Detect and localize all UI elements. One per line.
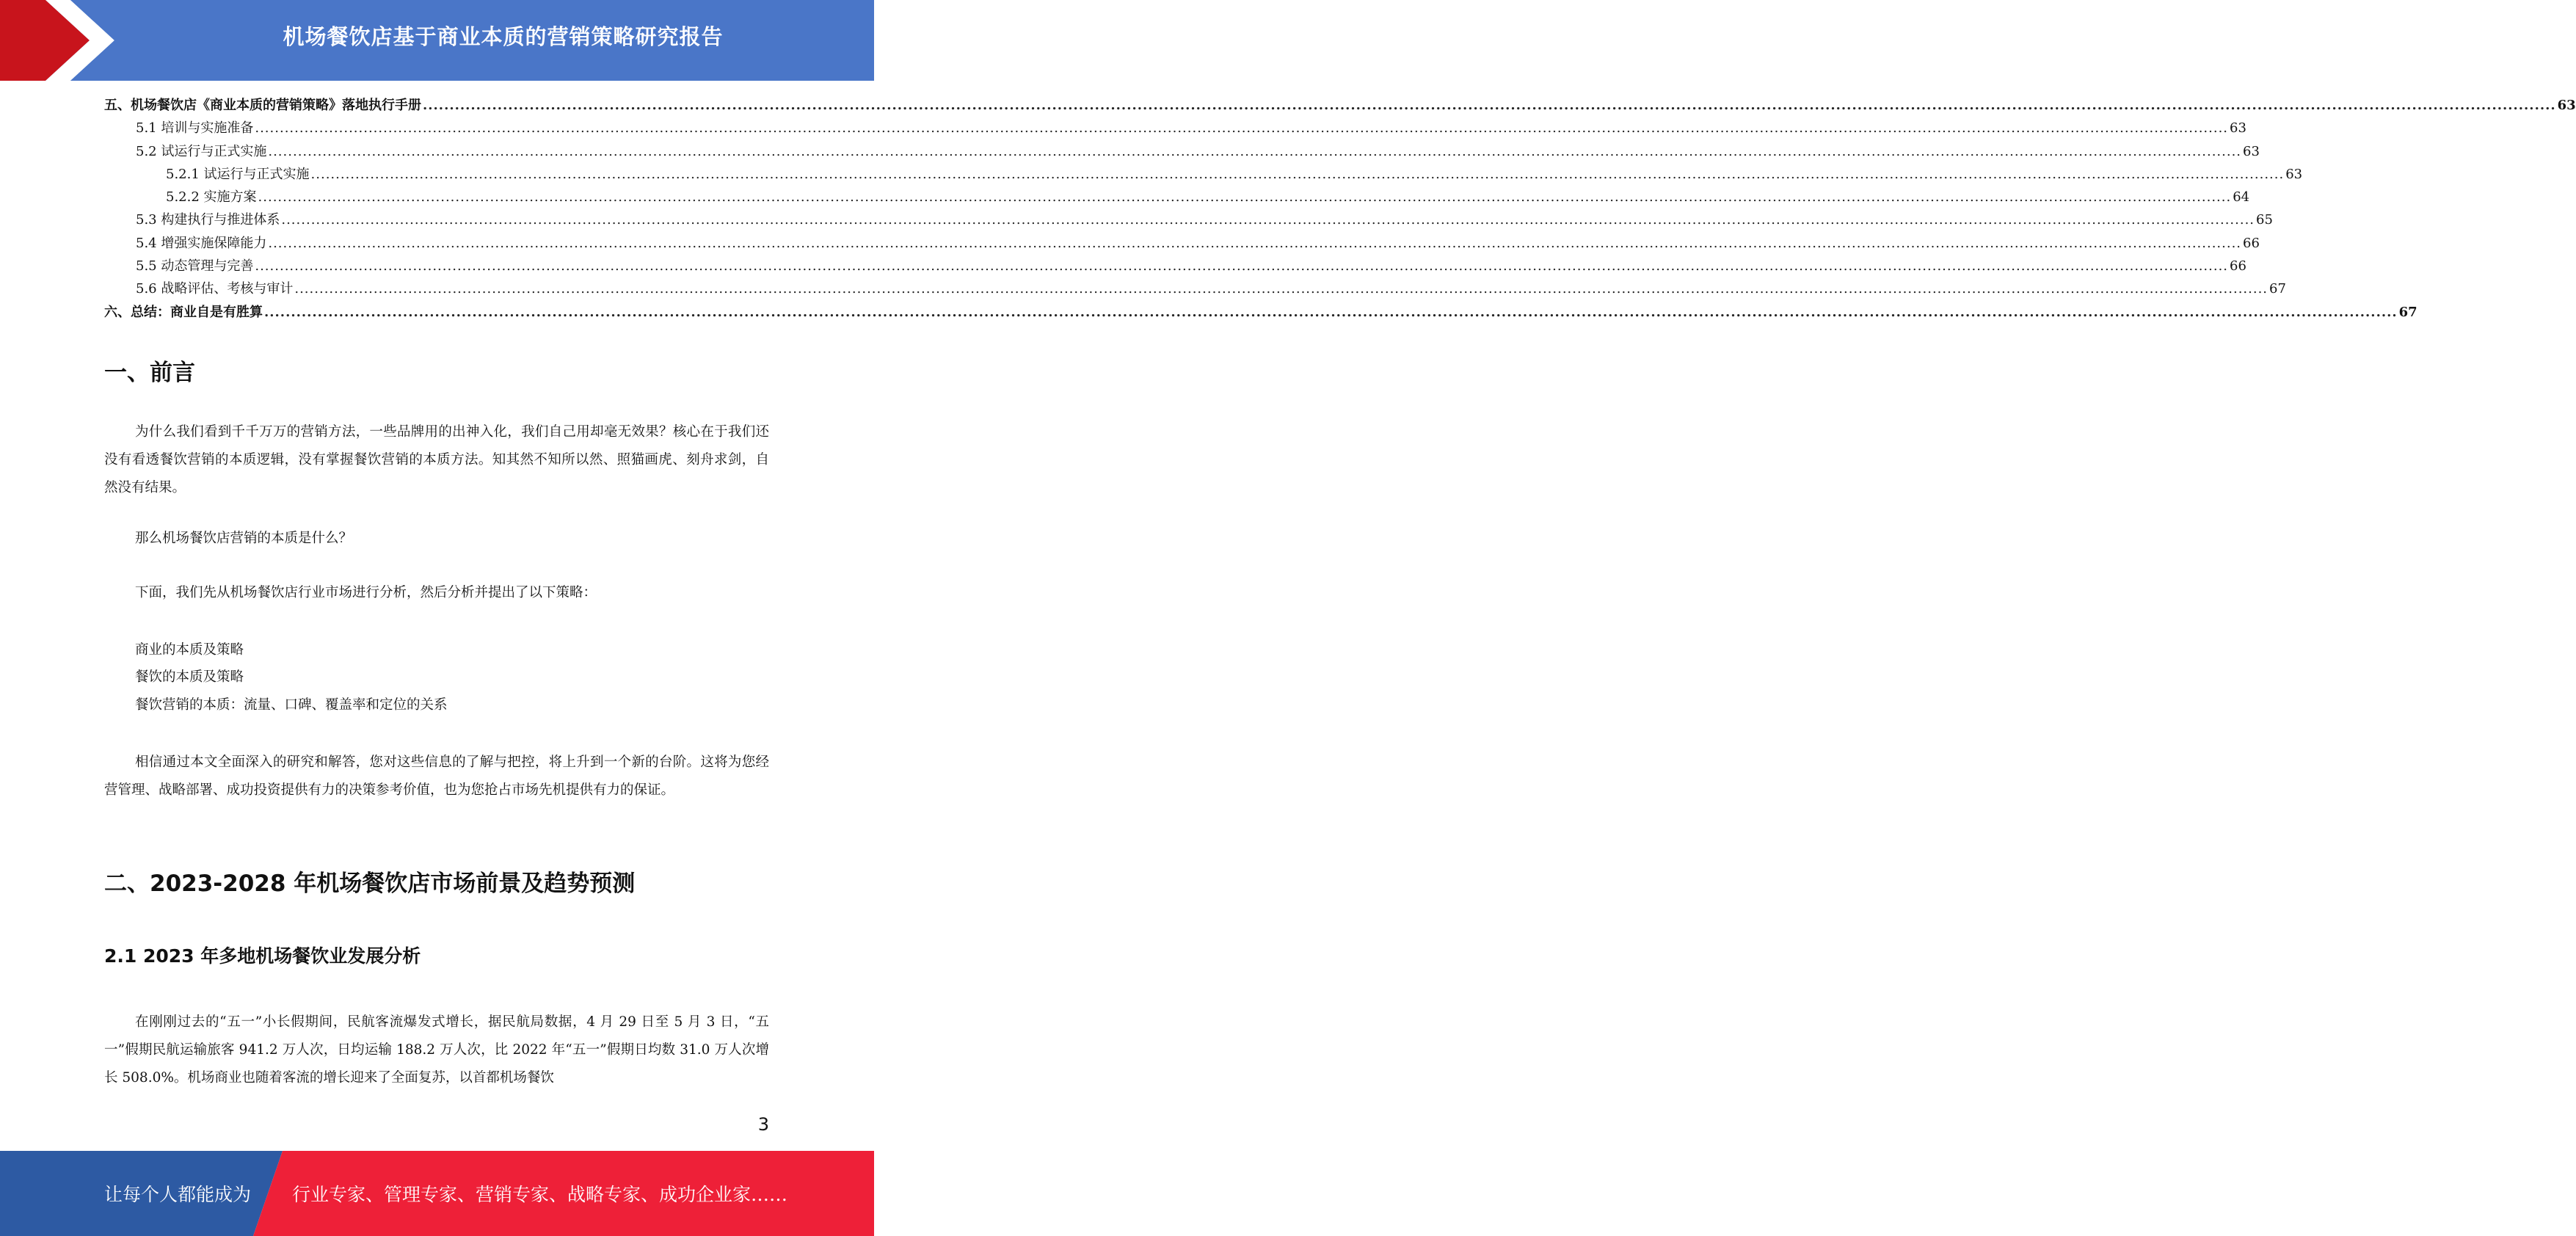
toc-entry-label: 五、机场餐饮店《商业本质的营销策略》落地执行手册 — [104, 98, 421, 113]
section-heading-market-outlook: 二、2023-2028 年机场餐饮店市场前景及趋势预测 — [104, 870, 636, 897]
list-item: 餐饮的本质及策略 — [135, 669, 244, 685]
toc-entry[interactable] — [104, 277, 2286, 300]
toc-entry[interactable] — [104, 163, 2303, 186]
toc-entry-page: 64 — [2233, 189, 2250, 206]
footer-slogan-left: 让每个人都能成为 — [104, 1184, 252, 1205]
toc-entry-label: 5.6 战略评估、考核与审计 — [136, 281, 294, 297]
toc-leader-dots: ................................................................................................................................................................................................................................................................................................................................................................................................................ — [268, 143, 2242, 159]
toc-entry[interactable] — [104, 208, 2273, 231]
toc-entry-label: 5.2.1 试运行与正式实施 — [166, 166, 310, 182]
toc-entry[interactable] — [104, 255, 2246, 277]
toc-entry-page: 63 — [2557, 98, 2576, 113]
toc-entry-label: 5.2 试运行与正式实施 — [136, 143, 267, 159]
toc-entry-page: 67 — [2269, 281, 2286, 297]
report-title: 机场餐饮店基于商业本质的营销策略研究报告 — [283, 24, 724, 49]
toc-entry-label: 5.5 动态管理与完善 — [136, 258, 254, 275]
footer-slogan-right: 行业专家、管理专家、营销专家、战略专家、成功企业家…… — [292, 1184, 788, 1205]
toc-entry-label: 5.4 增强实施保障能力 — [136, 235, 267, 251]
toc-entry-page: 66 — [2243, 235, 2260, 251]
toc-leader-dots: ................................................................................................................................................................................................................................................................................................................................................................................................................ — [294, 281, 2268, 297]
page-footer — [0, 1151, 874, 1236]
toc-entry[interactable] — [104, 94, 2576, 117]
toc-leader-dots: ................................................................................................................................................................................................................................................................................................................................................................................................................ — [264, 304, 2398, 320]
page-number: 3 — [757, 1114, 769, 1135]
toc-leader-dots: ................................................................................................................................................................................................................................................................................................................................................................................................................ — [281, 212, 2255, 228]
toc-entry-page: 65 — [2256, 212, 2273, 228]
toc-entry[interactable] — [104, 186, 2250, 208]
section-heading-preface: 一、前言 — [104, 360, 195, 386]
paragraph: 下面，我们先从机场餐饮店行业市场进行分析，然后分析并提出了以下策略： — [135, 585, 597, 600]
toc-entry-label: 5.2.2 实施方案 — [166, 189, 257, 206]
toc-entry-page: 63 — [2230, 120, 2246, 137]
page-header — [0, 0, 874, 81]
toc-entry-page: 63 — [2243, 143, 2260, 159]
list-item: 餐饮营销的本质：流量、口碑、覆盖率和定位的关系 — [135, 697, 448, 713]
subsection-heading: 2.1 2023 年多地机场餐饮业发展分析 — [104, 945, 421, 967]
toc-entry-label: 5.1 培训与实施准备 — [136, 120, 254, 137]
list-item: 商业的本质及策略 — [135, 642, 244, 658]
toc-entry-page: 67 — [2398, 304, 2417, 320]
table-of-contents — [104, 94, 2576, 324]
toc-leader-dots: ................................................................................................................................................................................................................................................................................................................................................................................................................ — [423, 98, 2556, 113]
toc-entry[interactable] — [104, 301, 2417, 324]
toc-entry[interactable] — [104, 140, 2260, 163]
toc-entry[interactable] — [104, 232, 2260, 255]
toc-entry-page: 66 — [2230, 258, 2246, 275]
toc-leader-dots: ................................................................................................................................................................................................................................................................................................................................................................................................................ — [310, 166, 2285, 182]
toc-entry-page: 63 — [2285, 166, 2303, 182]
paragraph: 相信通过本文全面深入的研究和解答，您对这些信息的了解与把控，将上升到一个新的台阶。这将为您经营管理、战略部署、成功投资提供有力的决策参考价值，也为您抢占市场先机提供有力的保证。 — [104, 755, 769, 798]
paragraph: 那么机场餐饮店营销的本质是什么？ — [135, 531, 353, 546]
toc-leader-dots: ................................................................................................................................................................................................................................................................................................................................................................................................................ — [255, 120, 2229, 137]
toc-entry-label: 5.3 构建执行与推进体系 — [136, 212, 280, 228]
toc-leader-dots: ................................................................................................................................................................................................................................................................................................................................................................................................................ — [255, 258, 2229, 275]
paragraph: 在刚刚过去的“五一”小长假期间，民航客流爆发式增长，据民航局数据，4 月 29 日至 5 月 3 日，“五一”假期民航运输旅客 941.2 万人次，日均运输 188.2 万人次，比 2022 年“五一”假期日均数 31.0 万人次增长 508.0%。机场商业也随着客流的增长迎来了全面复苏，以首都机场餐饮 — [104, 1014, 769, 1086]
toc-leader-dots: ................................................................................................................................................................................................................................................................................................................................................................................................................ — [268, 235, 2242, 251]
toc-leader-dots: ................................................................................................................................................................................................................................................................................................................................................................................................................ — [258, 189, 2232, 206]
toc-entry-label: 六、总结：商业自是有胜算 — [104, 304, 263, 320]
paragraph: 为什么我们看到千千万万的营销方法，一些品牌用的出神入化，我们自己用却毫无效果？核心在于我们还没有看透餐饮营销的本质逻辑，没有掌握餐饮营销的本质方法。知其然不知所以然、照猫画虎、刻舟求剑，自然没有结果。 — [104, 424, 769, 495]
toc-entry[interactable] — [104, 117, 2246, 139]
